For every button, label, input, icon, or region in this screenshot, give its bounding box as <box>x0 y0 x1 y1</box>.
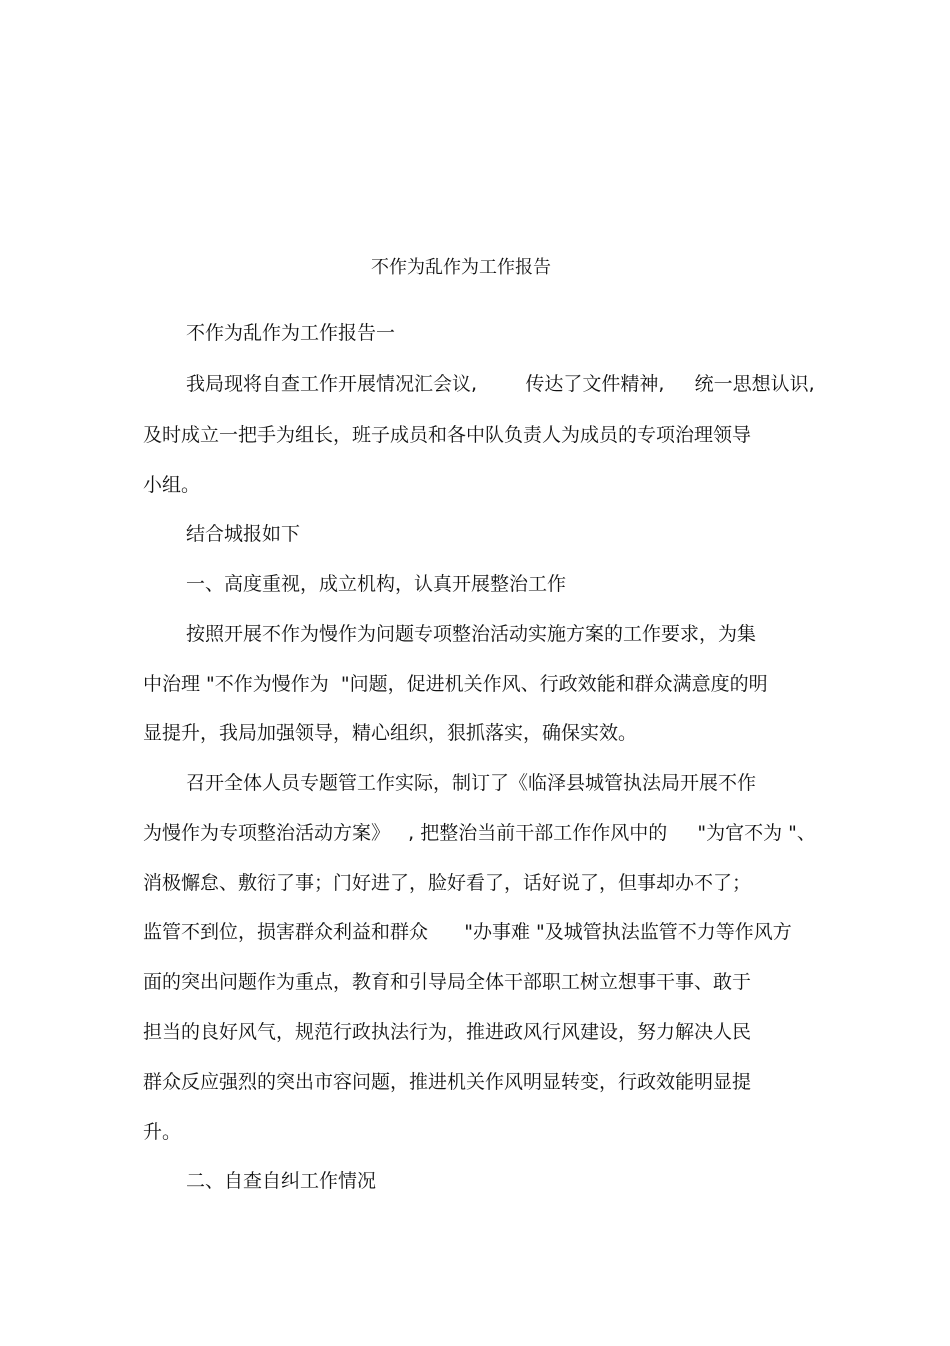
heading-report-one: 不作为乱作为工作报告一 <box>186 322 396 344</box>
paragraph-line: 中治理 "不作为慢作为 "问题，促进机关作风、行政效能和群众满意度的明 <box>143 673 768 695</box>
section-heading: 二、自查自纠工作情况 <box>186 1170 377 1192</box>
paragraph-line: 小组。 <box>143 474 201 496</box>
paragraph-line: 担当的良好风气，规范行政执法行为，推进政风行风建设，努力解决人民 <box>143 1021 752 1043</box>
paragraph-line: 群众反应强烈的突出市容问题，推进机关作风明显转变，行政效能明显提 <box>143 1071 752 1093</box>
section-heading: 一、高度重视，成立机构，认真开展整治工作 <box>186 573 567 595</box>
paragraph-line: 升。 <box>143 1121 182 1143</box>
paragraph-line: 面的突出问题作为重点，教育和引导局全体干部职工树立想事干事、敢于 <box>143 971 752 993</box>
paragraph-line: 为慢作为专项整治活动方案》 , 把整治当前干部工作作风中的 "为官不为 "、 <box>143 822 816 844</box>
paragraph-line: 消极懈怠、敷衍了事；门好进了，脸好看了，话好说了，但事却办不了； <box>143 872 752 894</box>
paragraph-line: 我局现将自查工作开展情况汇会议, 传达了文件精神, 统一思想认识, <box>186 373 815 395</box>
paragraph-line: 显提升，我局加强领导，精心组织，狠抓落实，确保实效。 <box>143 722 638 744</box>
paragraph-line: 按照开展不作为慢作为问题专项整治活动实施方案的工作要求，为集 <box>186 623 757 645</box>
paragraph-line: 结合城报如下 <box>186 523 301 545</box>
paragraph-line: 及时成立一把手为组长，班子成员和各中队负责人为成员的专项治理领导 <box>143 424 752 446</box>
paragraph-line: 监管不到位，损害群众利益和群众 "办事难 "及城管执法监管不力等作风方 <box>143 921 792 943</box>
document-title: 不作为乱作为工作报告 <box>371 257 551 278</box>
paragraph-line: 召开全体人员专题管工作实际，制订了《临泽县城管执法局开展不作 <box>186 772 757 794</box>
